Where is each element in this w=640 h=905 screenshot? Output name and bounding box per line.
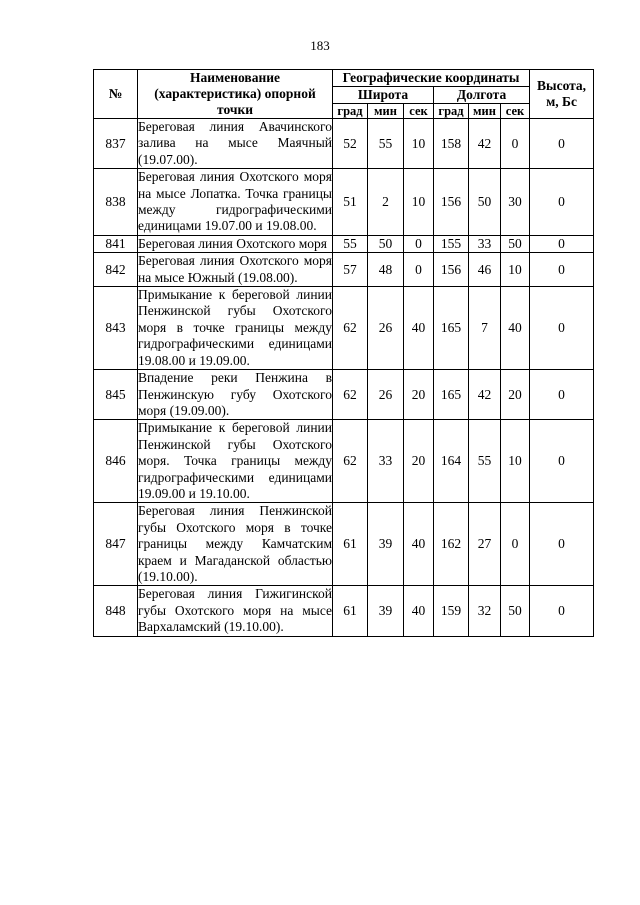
- height-cell: 0: [530, 370, 594, 420]
- table-row: [94, 370, 594, 420]
- table-header: [94, 70, 594, 119]
- lon-sec-cell: 40: [501, 287, 530, 370]
- table-row: [94, 235, 594, 252]
- lon-deg-cell: 156: [434, 253, 469, 287]
- lon-min-cell: 7: [469, 287, 501, 370]
- lon-min-cell: 27: [469, 503, 501, 586]
- table-row: [94, 169, 594, 236]
- point-number: 838: [94, 169, 138, 236]
- lon-sec-cell: 30: [501, 169, 530, 236]
- height-cell: 0: [530, 287, 594, 370]
- height-cell: 0: [530, 169, 594, 236]
- lat-min-cell: 50: [368, 235, 404, 252]
- lat-deg-cell: 62: [333, 370, 368, 420]
- lat-sec-cell: 0: [404, 253, 434, 287]
- point-name: Береговая линия Охотского моря: [138, 235, 333, 252]
- lat-deg-cell: 62: [333, 287, 368, 370]
- header-height: Высота, м, Бс: [530, 70, 594, 119]
- height-cell: 0: [530, 586, 594, 636]
- lon-deg-cell: 159: [434, 586, 469, 636]
- lon-min-cell: 46: [469, 253, 501, 287]
- lat-deg-cell: 61: [333, 586, 368, 636]
- point-number: 845: [94, 370, 138, 420]
- point-number: 841: [94, 235, 138, 252]
- header-lon-min: мин: [469, 104, 501, 119]
- point-name: Береговая линия Авачинского залива на мысе Маячный (19.07.00).: [138, 119, 332, 167]
- lat-min-cell: 55: [368, 119, 404, 169]
- header-name: Наименование (характеристика) опорной точки: [138, 70, 333, 119]
- table-row: [94, 253, 594, 287]
- lon-min-cell: 42: [469, 370, 501, 420]
- point-number: 842: [94, 253, 138, 287]
- lat-min-cell: 33: [368, 420, 404, 503]
- page-number: 183: [310, 38, 330, 53]
- height-cell: 0: [530, 503, 594, 586]
- header-coordinates: Географические координаты: [333, 70, 530, 87]
- header-lat-sec: сек: [404, 104, 434, 119]
- lat-min-cell: 26: [368, 287, 404, 370]
- lat-sec-cell: 40: [404, 586, 434, 636]
- lon-min-cell: 33: [469, 235, 501, 252]
- lat-min-cell: 39: [368, 503, 404, 586]
- height-cell: 0: [530, 235, 594, 252]
- table-row: [94, 503, 594, 586]
- lon-min-cell: 55: [469, 420, 501, 503]
- lat-deg-cell: 55: [333, 235, 368, 252]
- lon-deg-cell: 165: [434, 287, 469, 370]
- lat-min-cell: 39: [368, 586, 404, 636]
- lon-min-cell: 32: [469, 586, 501, 636]
- point-name: Береговая линия Пенжинской губы Охотского моря в точке границы между Камчатским краем и Магаданской областью (19.10.00).: [138, 503, 332, 584]
- point-name: Впадение реки Пенжина в Пенжинскую губу Охотского моря (19.09.00).: [138, 370, 332, 418]
- lon-deg-cell: 155: [434, 235, 469, 252]
- lon-sec-cell: 0: [501, 503, 530, 586]
- point-name: Примыкание к береговой линии Пенжинской губы Охотского моря в точке границы между гидрографическими единицами 19.08.00 и 19.09.00.: [138, 287, 332, 368]
- lat-deg-cell: 57: [333, 253, 368, 287]
- table-row: [94, 586, 594, 636]
- header-latitude: Широта: [333, 87, 434, 104]
- point-name: Береговая линия Охотского моря на мысе Южный (19.08.00).: [138, 253, 332, 285]
- point-name: Береговая линия Охотского моря на мысе Лопатка. Точка границы между гидрографическими единицами 19.07.00 и 19.08.00.: [138, 169, 332, 234]
- lon-deg-cell: 162: [434, 503, 469, 586]
- lon-deg-cell: 158: [434, 119, 469, 169]
- lon-sec-cell: 50: [501, 586, 530, 636]
- lon-sec-cell: 10: [501, 420, 530, 503]
- table-row: [94, 287, 594, 370]
- lat-min-cell: 48: [368, 253, 404, 287]
- lon-sec-cell: 20: [501, 370, 530, 420]
- lat-sec-cell: 20: [404, 370, 434, 420]
- header-lat-deg: град: [333, 104, 368, 119]
- point-number: 837: [94, 119, 138, 169]
- point-name: Примыкание к береговой линии Пенжинской губы Охотского моря. Точка границы между гидрографическими единицами 19.09.00 и 19.10.00.: [138, 420, 332, 501]
- lat-deg-cell: 61: [333, 503, 368, 586]
- reference-points-table: [93, 69, 594, 637]
- header-lon-sec: сек: [501, 104, 530, 119]
- lat-sec-cell: 10: [404, 119, 434, 169]
- lat-sec-cell: 20: [404, 420, 434, 503]
- lat-min-cell: 2: [368, 169, 404, 236]
- header-lon-deg: град: [434, 104, 469, 119]
- lat-sec-cell: 40: [404, 503, 434, 586]
- lat-sec-cell: 10: [404, 169, 434, 236]
- point-name: Береговая линия Гижигинской губы Охотского моря на мысе Вархаламский (19.10.00).: [138, 586, 332, 635]
- header-longitude: Долгота: [434, 87, 530, 104]
- lat-deg-cell: 51: [333, 169, 368, 236]
- lat-deg-cell: 62: [333, 420, 368, 503]
- lon-sec-cell: 50: [501, 235, 530, 252]
- point-number: 848: [94, 586, 138, 636]
- point-number: 843: [94, 287, 138, 370]
- height-cell: 0: [530, 119, 594, 169]
- lon-sec-cell: 0: [501, 119, 530, 169]
- point-number: 847: [94, 503, 138, 586]
- header-lat-min: мин: [368, 104, 404, 119]
- height-cell: 0: [530, 420, 594, 503]
- lat-sec-cell: 40: [404, 287, 434, 370]
- lon-sec-cell: 10: [501, 253, 530, 287]
- lat-min-cell: 26: [368, 370, 404, 420]
- lon-deg-cell: 156: [434, 169, 469, 236]
- lat-sec-cell: 0: [404, 235, 434, 252]
- table-row: [94, 119, 594, 169]
- table-body: [94, 119, 594, 637]
- lon-deg-cell: 164: [434, 420, 469, 503]
- lat-deg-cell: 52: [333, 119, 368, 169]
- height-cell: 0: [530, 253, 594, 287]
- lon-min-cell: 42: [469, 119, 501, 169]
- table-row: [94, 420, 594, 503]
- header-number: №: [94, 70, 138, 119]
- lon-deg-cell: 165: [434, 370, 469, 420]
- lon-min-cell: 50: [469, 169, 501, 236]
- point-number: 846: [94, 420, 138, 503]
